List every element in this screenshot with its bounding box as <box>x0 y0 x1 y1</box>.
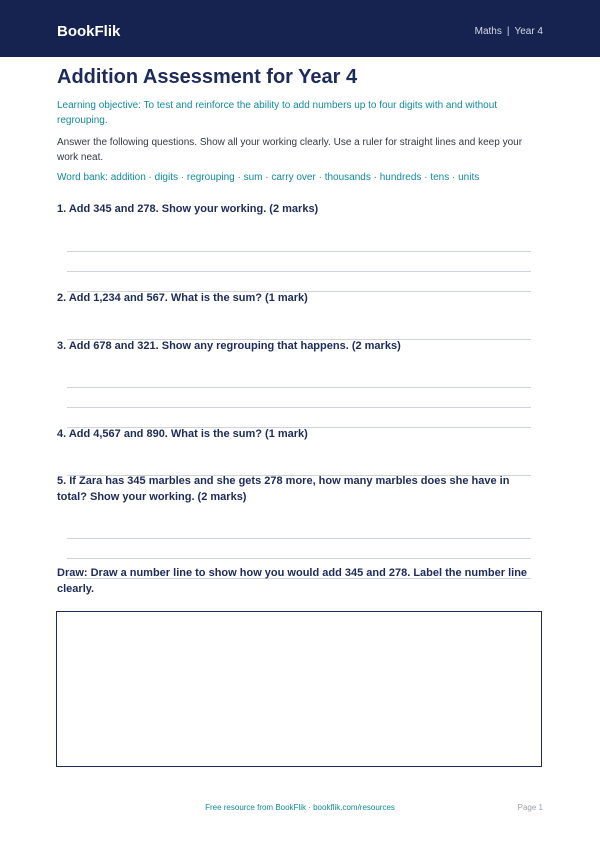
answer-line[interactable] <box>67 558 531 559</box>
word-bank: Word bank: addition · digits · regrouping · sum · carry over · thousands · hundreds · tens · units <box>57 172 480 183</box>
year-label: Year 4 <box>514 26 543 37</box>
subject-year-label <box>475 25 543 39</box>
drawing-area[interactable] <box>56 611 542 767</box>
meta-separator: | <box>506 26 510 37</box>
question-5: 5. If Zara has 345 marbles and she gets 278 more, how many marbles does she have in total? Show your working. (2 marks) <box>57 475 510 503</box>
answer-line[interactable] <box>67 251 531 252</box>
answer-line[interactable] <box>67 407 531 408</box>
draw-task: Draw: Draw a number line to show how you would add 345 and 278. Label the number line clearly. <box>57 567 528 595</box>
instructions: Answer the following questions. Show all your working clearly. Use a ruler for straight lines and keep your work neat. <box>57 137 523 163</box>
page-number: Page 1 <box>517 803 543 812</box>
page-header <box>0 0 600 57</box>
answer-line[interactable] <box>67 271 531 272</box>
learning-objective: Learning objective: To test and reinforce the ability to add numbers up to four digits with and without regrouping. <box>57 100 498 126</box>
question-3: 3. Add 678 and 321. Show any regrouping that happens. (2 marks) <box>57 340 401 352</box>
page-title: Addition Assessment for Year 4 <box>57 66 358 88</box>
answer-line[interactable] <box>67 538 531 539</box>
question-1: 1. Add 345 and 278. Show your working. (2 marks) <box>57 203 319 215</box>
question-2: 2. Add 1,234 and 567. What is the sum? (1 mark) <box>57 292 308 304</box>
footer-credit: Free resource from BookFlik · bookflik.com/resources <box>205 803 395 812</box>
subject-label: Maths <box>474 26 502 37</box>
answer-line[interactable] <box>67 387 531 388</box>
question-4: 4. Add 4,567 and 890. What is the sum? (1 mark) <box>57 428 308 440</box>
brand-logo-text: BookFlik <box>57 23 121 40</box>
